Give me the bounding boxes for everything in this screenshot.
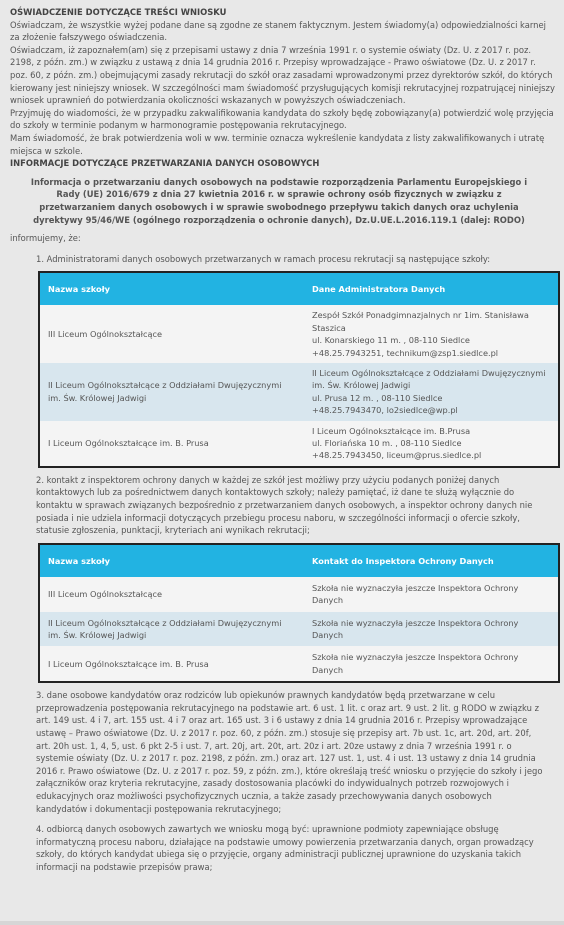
inform-lead: informujemy, że: xyxy=(10,233,81,244)
rodo-intro: Informacja o przetwarzaniu danych osobowych na podstawie rozporządzenia Parlamentu Europejskiego i Rady (UE) 2016/679 z dnia 27 kwietnia 2016 r. w sprawie ochrony osób fizycznych w związku z przetwarzaniem danych osobowych i w sprawie swobodnego przepływu takich danych oraz uchylenia dyrektywy 95/46/WE (ogólnego rozporządzenia o ochronie danych), Dz.U.UE.L.2016.119.1 (dalej: RODO) xyxy=(30,176,528,225)
administrator-address: ul. Konarskiego 11 m. , 08-110 Siedlce xyxy=(312,335,470,346)
administrators-table xyxy=(38,271,560,467)
school-name-cell: III Liceum Ogólnokształcące xyxy=(39,305,304,363)
bottom-bar xyxy=(0,921,564,925)
table-row xyxy=(39,421,559,467)
school-name-cell: II Liceum Ogólnokształcące z Oddziałami Dwujęzycznymi im. Św. Królowej Jadwigi xyxy=(39,363,304,421)
item-2: 2. kontakt z inspektorem ochrony danych w każdej ze szkół jest możliwy przy użyciu podanych poniżej danych kontaktowych lub za pośrednictwem danych kontaktowych szkoły; należy pamiętać, iż dane te służą wyłącznie do kontaktu w sprawach związanych bezpośrednio z przetwarzaniem danych osobowych, a inspektor ochrony danych nie posiada i nie udziela informacji dotyczących przebiegu procesu naboru, w szczególności informacji o ofercie szkoły, statusie zgłoszenia, punktacji, kryteriach ani wynikach rekrutacji; xyxy=(36,474,533,536)
administrator-address: ul. Floriańska 10 m. , 08-110 Siedlce xyxy=(312,437,462,448)
declaration-paragraph: Mam świadomość, że brak potwierdzenia woli w ww. terminie oznacza wykreślenie kandydata z listy zakwalifikowanych i utratę miejsca w szkole. xyxy=(10,132,545,156)
inspectors-table xyxy=(38,543,560,683)
declaration-paragraph: Oświadczam, że wszystkie wyżej podane dane są zgodne ze stanem faktycznym. Jestem świadomy(a) odpowiedzialności karnej za złożenie fałszywego oświadczenia. xyxy=(10,19,546,43)
administrator-name: I Liceum Ogólnokształcące im. B.Prusa xyxy=(312,425,471,436)
item-1: 1. Administratorami danych osobowych przetwarzanych w ramach procesu rekrutacji są następujące szkoły: xyxy=(36,253,491,264)
item-3: 3. dane osobowe kandydatów oraz rodziców lub opiekunów prawnych kandydatów będą przetwarzane w celu przeprowadzenia postępowania rekrutacyjnego na podstawie art. 6 ust. 1 lit. c oraz art. 9 ust. 2 lit. g RODO w związku z art. 149 ust. 4 i 7, art. 155 ust. 4 i 7 oraz art. 165 ust. 3 i 6 ustawy z dnia 14 grudnia 2016 r. Przepisy wprowadzające ustawę – Prawo oświatowe (Dz. U. z 2017 r. poz. 60, z późn. zm.) stosuje się przepisy art. 7b ust. 1c, art. 20d, art. 20f, art. 20h ust. 1, 4, 5, ust. 6 pkt 2-5 i ust. 7, art. 20j, art. 20t, art. 20z i art. 20ze ustawy z dnia 7 września 1991 r. o systemie oświaty (Dz. U. z 2017 r. poz. 2198, z późn. zm.) oraz art. 127 ust. 1, ust. 4 i ust. 13 ustawy z dnia 14 grudnia 2016 r. Prawo oświatowe (Dz. U. z 2017 r. poz. 59, z późn. zm.), które określają treść wniosku o przyjęcie do szkoły i jego załączników oraz kryteria rekrutacyjne, zasady dostosowania placówki do indywidualnych potrzeb rozwojowych i edukacyjnych oraz możliwości psychofizycznych ucznia, a także zasady przechowywania danych osobowych kandydatów i dokumentacji postępowania rekrutacyjnego; xyxy=(36,690,543,814)
administrator-cell xyxy=(304,363,559,421)
declaration-paragraph: Oświadczam, iż zapoznałem(am) się z przepisami ustawy z dnia 7 września 1991 r. o systemie oświaty (Dz. U. z 2017 r. poz. 2198, z późn. zm.) w związku z ustawą z dnia 14 grudnia 2016 r. Przepisy wprowadzające - Prawo oświatowe (Dz. U. z 2017 r. poz. 60, z późn. zm.) obejmującymi zasady rekrutacji do szkół oraz zasadami wprowadzonymi przez dyrektorów szkół, do których kierowany jest niniejszy wniosek. W szczególności mam świadomość przysługujących komisji rekrutacyjnej rozpatrującej niniejszy wniosek uprawnień do potwierdzania okoliczności wskazanych w powyższych oświadczeniach. xyxy=(10,44,555,106)
administrator-contact: +48.25.7943450, liceum@prus.siedlce.pl xyxy=(312,450,482,461)
school-name-cell: I Liceum Ogólnokształcące im. B. Prusa xyxy=(39,646,304,682)
inspector-contact-cell: Szkoła nie wyznaczyła jeszcze Inspektora Ochrony Danych xyxy=(304,577,559,612)
table-row xyxy=(39,363,559,421)
school-name-cell: I Liceum Ogólnokształcące im. B. Prusa xyxy=(39,421,304,467)
table-row xyxy=(39,612,559,647)
table-row xyxy=(39,577,559,612)
declaration-paragraph: Przyjmuję do wiadomości, że w przypadku zakwalifikowania kandydata do szkoły będę zobowiązany(a) potwierdzić wolę przyjęcia do szkoły w terminie podanym w harmonogramie postępowania rekrutacyjnego. xyxy=(10,107,554,131)
administrator-cell xyxy=(304,421,559,467)
school-name-cell: II Liceum Ogólnokształcące z Oddziałami Dwujęzycznymi im. Św. Królowej Jadwigi xyxy=(39,612,304,647)
table-row xyxy=(39,646,559,682)
table-row xyxy=(39,305,559,363)
item-4: 4. odbiorcą danych osobowych zawartych we wniosku mogą być: uprawnione podmioty zapewniające obsługę informatyczną procesu naboru, działające na podstawie umowy powierzenia przetwarzania danych, organ prowadzący szkoły, do których kandydat ubiega się o przyjęcie, organy administracji publicznej uprawnione do uzyskania takich informacji na podstawie przepisów prawa; xyxy=(36,824,534,872)
administrator-contact: +48.25.7943251, technikum@zsp1.siedlce.pl xyxy=(312,347,499,358)
school-name-cell: III Liceum Ogólnokształcące xyxy=(39,577,304,612)
administrator-contact: +48.25.7943470, lo2siedlce@wp.pl xyxy=(312,405,458,416)
declaration-heading: OŚWIADCZENIE DOTYCZĄCE TREŚCI WNIOSKU xyxy=(10,7,227,17)
administrator-name: Zespół Szkół Ponadgimnazjalnych nr 1im. Stanisława Staszica xyxy=(312,310,529,333)
table-header: Dane Administratora Danych xyxy=(304,272,559,305)
inspector-contact-cell: Szkoła nie wyznaczyła jeszcze Inspektora Ochrony Danych xyxy=(304,646,559,682)
administrator-address: ul. Prusa 12 m. , 08-110 Siedlce xyxy=(312,392,443,403)
table-header: Nazwa szkoły xyxy=(39,544,304,577)
table-header: Kontakt do Inspektora Ochrony Danych xyxy=(304,544,559,577)
table-header: Nazwa szkoły xyxy=(39,272,304,305)
inspector-contact-cell: Szkoła nie wyznaczyła jeszcze Inspektora Ochrony Danych xyxy=(304,612,559,647)
data-processing-heading: INFORMACJE DOTYCZĄCE PRZETWARZANIA DANYCH OSOBOWYCH xyxy=(10,158,320,169)
administrator-name: II Liceum Ogólnokształcące z Oddziałami Dwujęzycznymi im. Św. Królowej Jadwigi xyxy=(312,367,546,391)
administrator-cell xyxy=(304,305,559,363)
